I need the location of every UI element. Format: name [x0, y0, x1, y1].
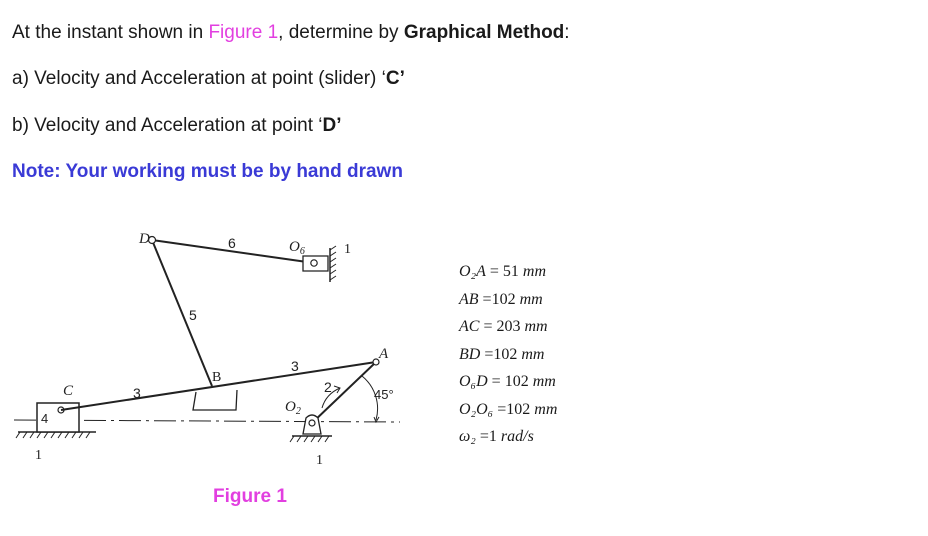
- label-B: B: [212, 370, 222, 385]
- question-intro: [12, 22, 570, 44]
- label-5: 5: [189, 307, 197, 323]
- label-3-left: 3: [133, 385, 141, 401]
- intro-mid-text: , determine by: [278, 22, 404, 43]
- label-45deg: 45°: [374, 387, 394, 402]
- label-1-top: 1: [344, 242, 351, 257]
- slider-B: [193, 390, 237, 410]
- label-3-mid: 3: [291, 358, 299, 374]
- label-A: A: [379, 346, 389, 362]
- part-b-point: D’: [322, 115, 342, 136]
- figure-caption: Figure 1: [213, 486, 287, 507]
- label-C: C: [63, 383, 74, 399]
- given-values: [459, 258, 557, 451]
- link-5: [152, 240, 212, 386]
- label-4: 4: [41, 411, 49, 426]
- given-row: O₆D = 102 mm: [459, 373, 556, 390]
- part-a-text: a) Velocity and Acceleration at point (slider) ‘: [12, 68, 386, 89]
- label-1-left: 1: [35, 448, 42, 463]
- pivot-O2: [290, 415, 332, 442]
- label-6: 6: [228, 235, 236, 251]
- given-row: O₂A = 51 mm: [459, 263, 547, 280]
- part-a: [12, 68, 405, 90]
- note: Note: Your working must be by hand drawn: [12, 161, 403, 182]
- figure-reference: Figure 1: [208, 22, 279, 43]
- label-1-bottom: 1: [316, 453, 323, 468]
- intro-end: :: [564, 22, 570, 43]
- label-O2: $O_2$: [285, 399, 301, 417]
- label-2: 2: [324, 379, 332, 395]
- part-b: [12, 115, 342, 137]
- label-O6: $O_6$: [289, 239, 305, 257]
- mechanism-diagram: [0, 215, 440, 480]
- left-ground: [16, 432, 96, 438]
- given-row: ω₂ =1 rad/s: [459, 428, 534, 445]
- label-D: D: [139, 231, 150, 247]
- pivot-O6: [303, 246, 336, 282]
- given-row: BD =102 mm: [459, 345, 545, 363]
- given-row: AC = 203 mm: [459, 318, 548, 335]
- method-name: Graphical Method: [403, 22, 565, 43]
- given-row: AB =102 mm: [459, 290, 543, 308]
- intro-text: At the instant shown in: [12, 22, 209, 43]
- part-a-point: C’: [385, 68, 405, 89]
- part-b-text: b) Velocity and Acceleration at point ‘: [12, 115, 323, 136]
- given-row: O₂O₆ =102 mm: [459, 400, 558, 418]
